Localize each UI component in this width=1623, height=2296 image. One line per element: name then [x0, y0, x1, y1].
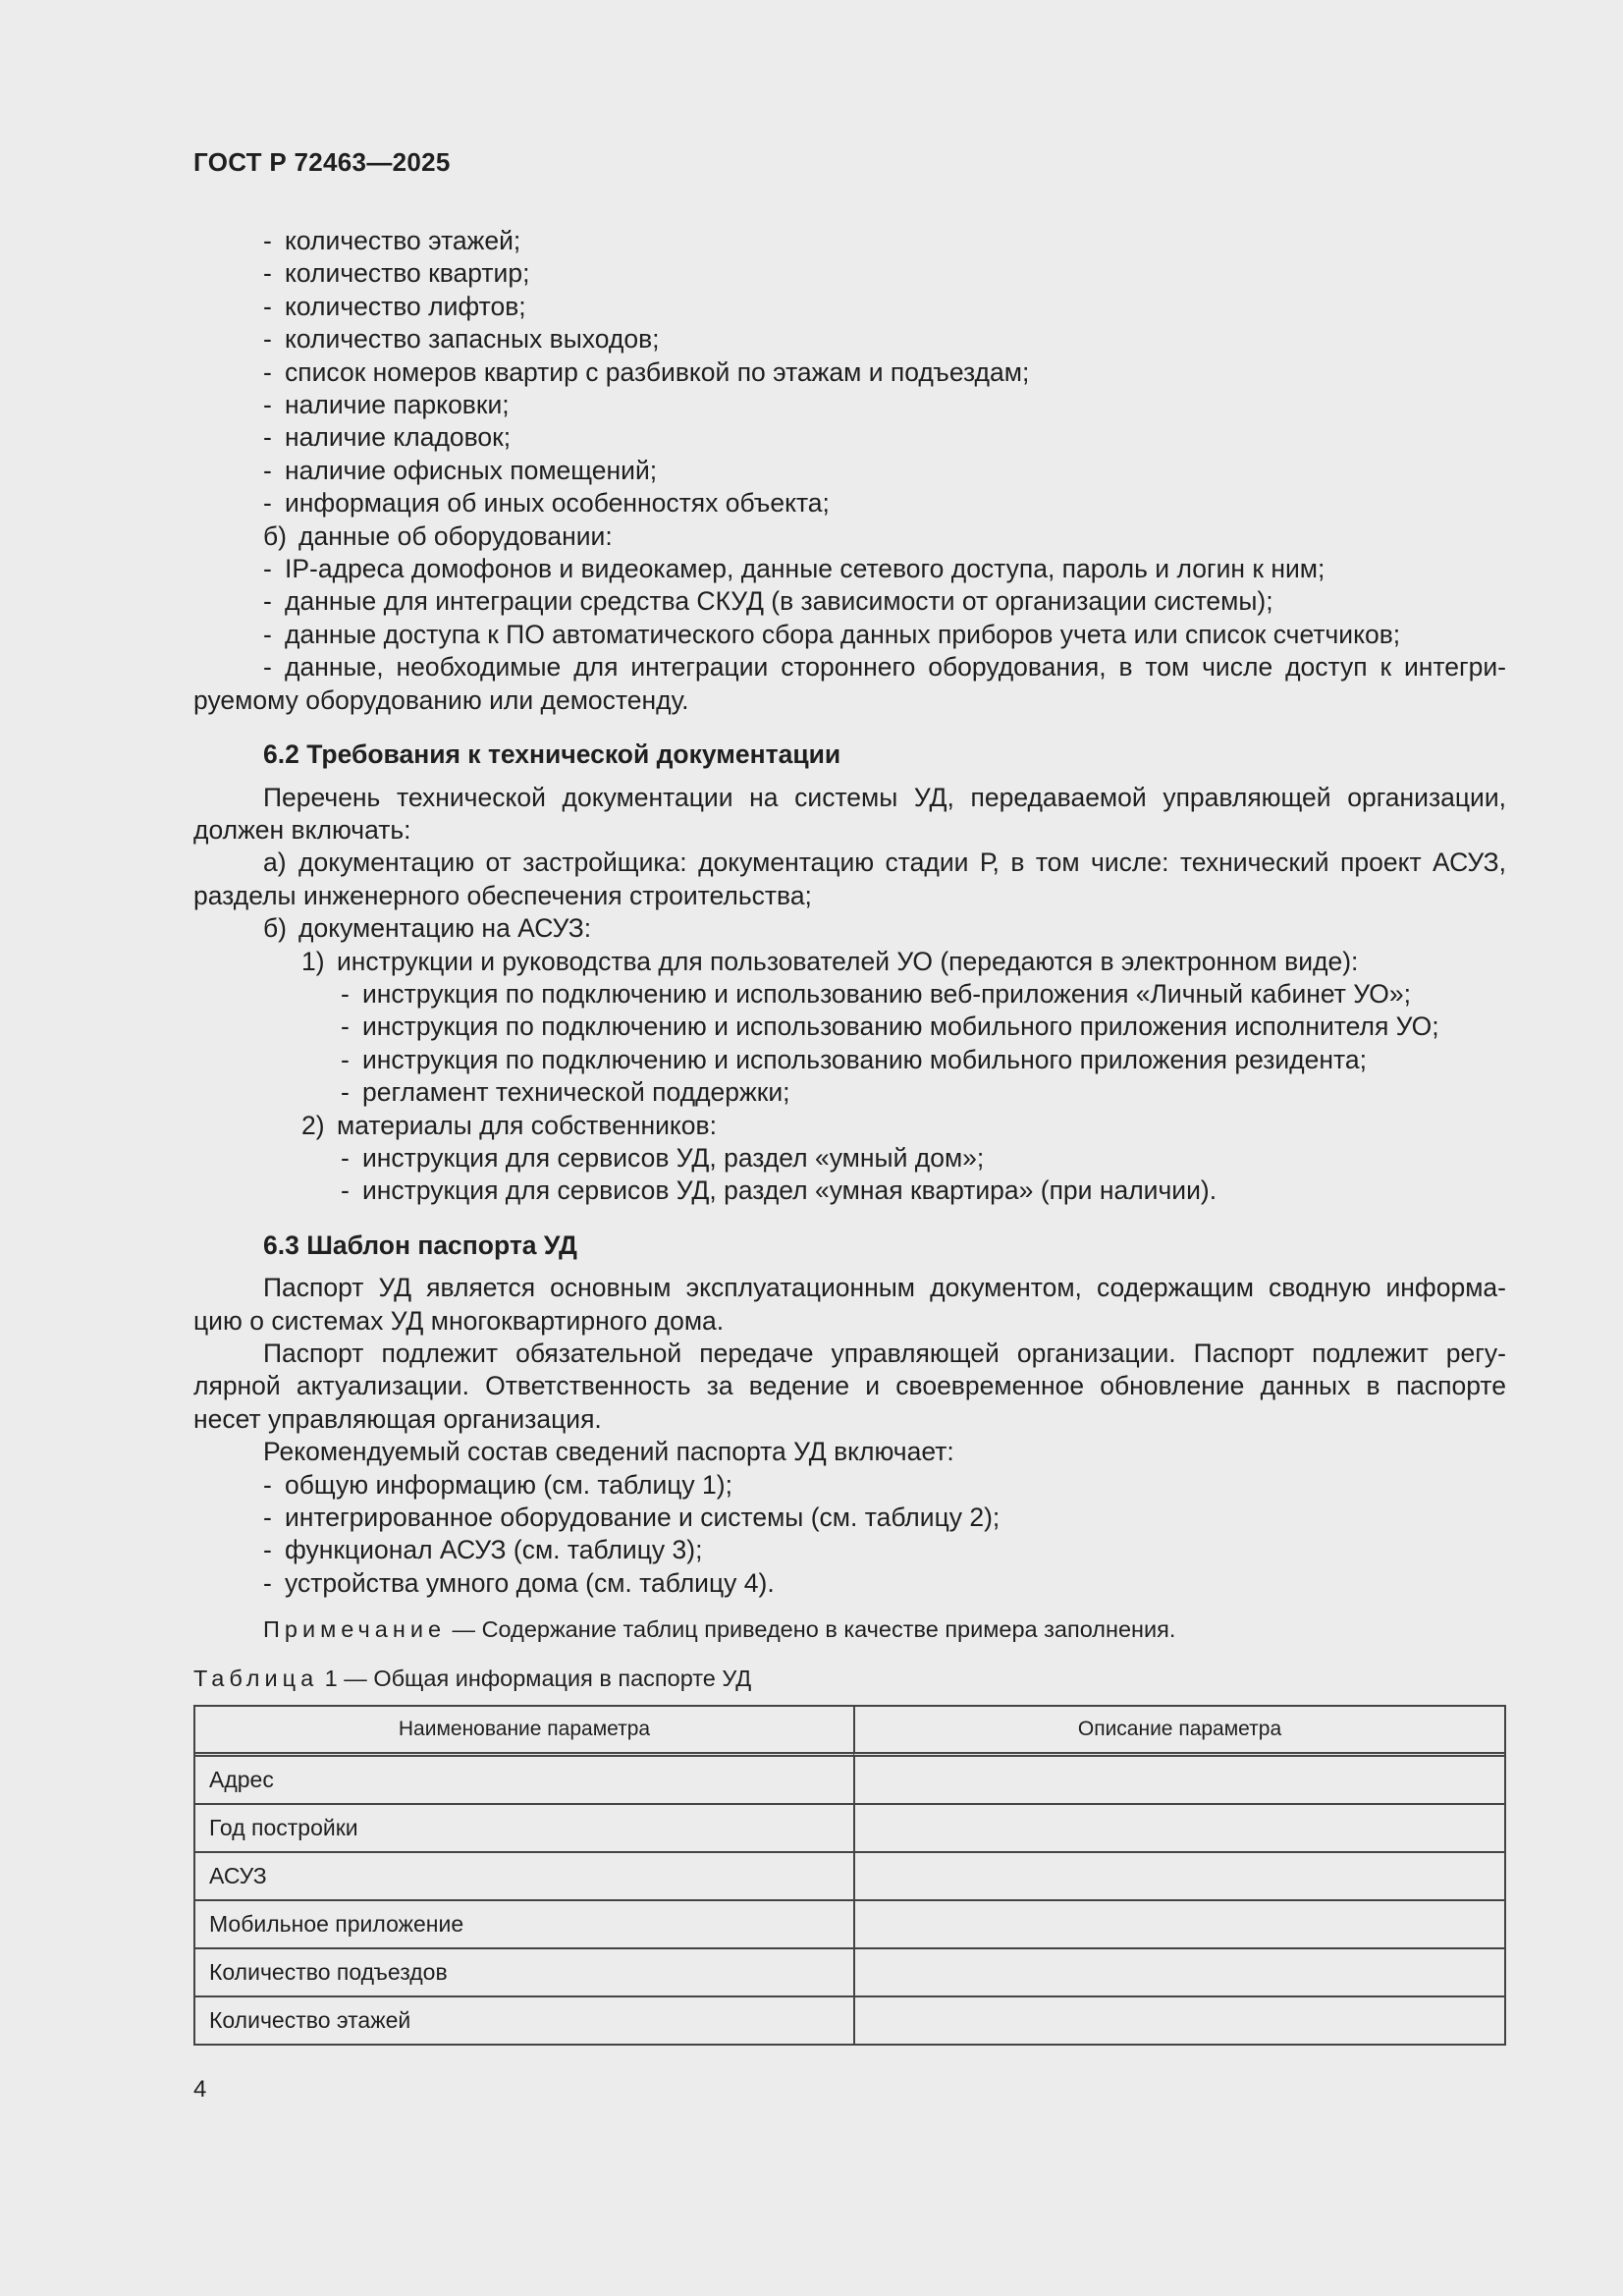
paragraph-line: Перечень технической документации на системы УД, передаваемой управляющей организации, [263, 782, 1506, 812]
list-item: - функционал АСУЗ (см. таблицу 3); [263, 1535, 703, 1565]
enum-item-b: б) данные об оборудовании: [263, 520, 613, 551]
column-header: Описание параметра [853, 1707, 1504, 1757]
list-item: - IP-адреса домофонов и видеокамер, данные сетевого доступа, пароль и логин к ним; [263, 554, 1325, 584]
table-cell: АСУЗ [195, 1851, 853, 1899]
list-item: - инструкция для сервисов УД, раздел «умная квартира» (при наличии). [341, 1175, 1217, 1206]
table-cell: Мобильное приложение [195, 1899, 853, 1947]
list-item: - инструкция по подключению и использованию мобильного приложения исполнителя УО; [341, 1011, 1439, 1042]
table-row [195, 1947, 1504, 1995]
list-item: - информация об иных особенностях объекта; [263, 488, 830, 519]
list-item: - общую информацию (см. таблицу 1); [263, 1469, 732, 1500]
table-row [195, 1803, 1504, 1851]
paragraph-line: Рекомендуемый состав сведений паспорта УД включает: [263, 1437, 954, 1467]
list-item: - регламент технической поддержки; [341, 1077, 790, 1108]
table-cell [853, 1851, 1504, 1899]
enum-item-b: б) документацию на АСУЗ: [263, 913, 592, 944]
list-item: - наличие офисных помещений; [263, 455, 658, 485]
section-heading-6-2: 6.2 Требования к технической документации [263, 739, 841, 770]
table-cell: Количество подъездов [195, 1947, 853, 1995]
table-cell [853, 1995, 1504, 2044]
enum-item-a: а) документацию от застройщика: документацию стадии Р, в том числе: технический проект АСУЗ, [263, 847, 1506, 878]
table-header-row [195, 1707, 1504, 1757]
table-row [195, 1995, 1504, 2044]
table-cell [853, 1899, 1504, 1947]
table-row [195, 1899, 1504, 1947]
list-item: - инструкция по подключению и использованию веб-приложения «Личный кабинет УО»; [341, 978, 1411, 1009]
document-body [193, 225, 1506, 2046]
list-item: - инструкция по подключению и использованию мобильного приложения резидента; [341, 1044, 1367, 1074]
equipment-list [193, 553, 1506, 717]
paragraph-line: Паспорт подлежит обязательной передаче управляющей организации. Паспорт подлежит регу- [263, 1339, 1506, 1368]
paragraph-line: лярной актуализации. Ответственность за ведение и своевременное обновление данных в паспорте [193, 1371, 1506, 1401]
table-cell [853, 1803, 1504, 1851]
list-item: - наличие парковки; [263, 390, 510, 420]
list-item: - количество этажей; [263, 226, 521, 255]
list-item: - количество запасных выходов; [263, 324, 660, 355]
section-heading-6-3: 6.3 Шаблон паспорта УД [263, 1230, 577, 1260]
list-item: - интегрированное оборудование и системы (см. таблицу 2); [263, 1503, 1001, 1533]
list-item: - данные, необходимые для интеграции стороннего оборудования, в том числе доступ к интегри- [263, 652, 1506, 683]
table-caption: Таблица 1 — Общая информация в паспорте УД [193, 1665, 752, 1691]
list-item: - количество квартир; [263, 258, 530, 289]
list-item: - данные доступа к ПО автоматического сбора данных приборов учета или список счетчиков; [263, 619, 1401, 649]
passport-info-table [193, 1705, 1506, 2046]
enum-subitem-2: 2) материалы для собственников: [301, 1110, 717, 1140]
paragraph-line: разделы инженерного обеспечения строительства; [193, 880, 812, 910]
list-item: - количество лифтов; [263, 291, 526, 321]
table-cell: Количество этажей [195, 1995, 853, 2044]
list-item: - устройства умного дома (см. таблицу 4). [263, 1567, 775, 1598]
list-item: - список номеров квартир с разбивкой по этажам и подъездам; [263, 356, 1030, 387]
enum-subitem-1: 1) инструкции и руководства для пользователей УО (передаются в электронном виде): [301, 946, 1359, 976]
note-text: — Содержание таблиц приведено в качестве примера заполнения. [446, 1616, 1176, 1643]
note-label: Примечание [263, 1616, 447, 1643]
table-cell [853, 1947, 1504, 1995]
table-cell: Адрес [209, 1766, 274, 1792]
table-cell: Год постройки [195, 1803, 853, 1851]
list-item: - данные для интеграции средства СКУД (в зависимости от организации системы); [263, 586, 1273, 617]
note [193, 1613, 1506, 1646]
table-row [195, 1851, 1504, 1899]
table-row [195, 1757, 1504, 1803]
list-item: - наличие кладовок; [263, 422, 512, 453]
paragraph-line: Паспорт УД является основным эксплуатационным документом, содержащим сводную информа- [263, 1273, 1506, 1303]
paragraph-line: цию о системах УД многоквартирного дома. [193, 1305, 725, 1336]
paragraph-line: несет управляющая организация. [193, 1403, 602, 1434]
list-item: - инструкция для сервисов УД, раздел «умный дом»; [341, 1142, 985, 1173]
list-item-continuation: руемому оборудованию или демостенду. [193, 684, 689, 715]
paragraph-line: должен включать: [193, 814, 411, 845]
page-number: 4 [193, 2076, 207, 2103]
table-cell [853, 1757, 1504, 1803]
column-header: Наименование параметра [195, 1707, 853, 1757]
object-info-list [193, 225, 1506, 520]
document-header: ГОСТ Р 72463—2025 [193, 147, 451, 177]
